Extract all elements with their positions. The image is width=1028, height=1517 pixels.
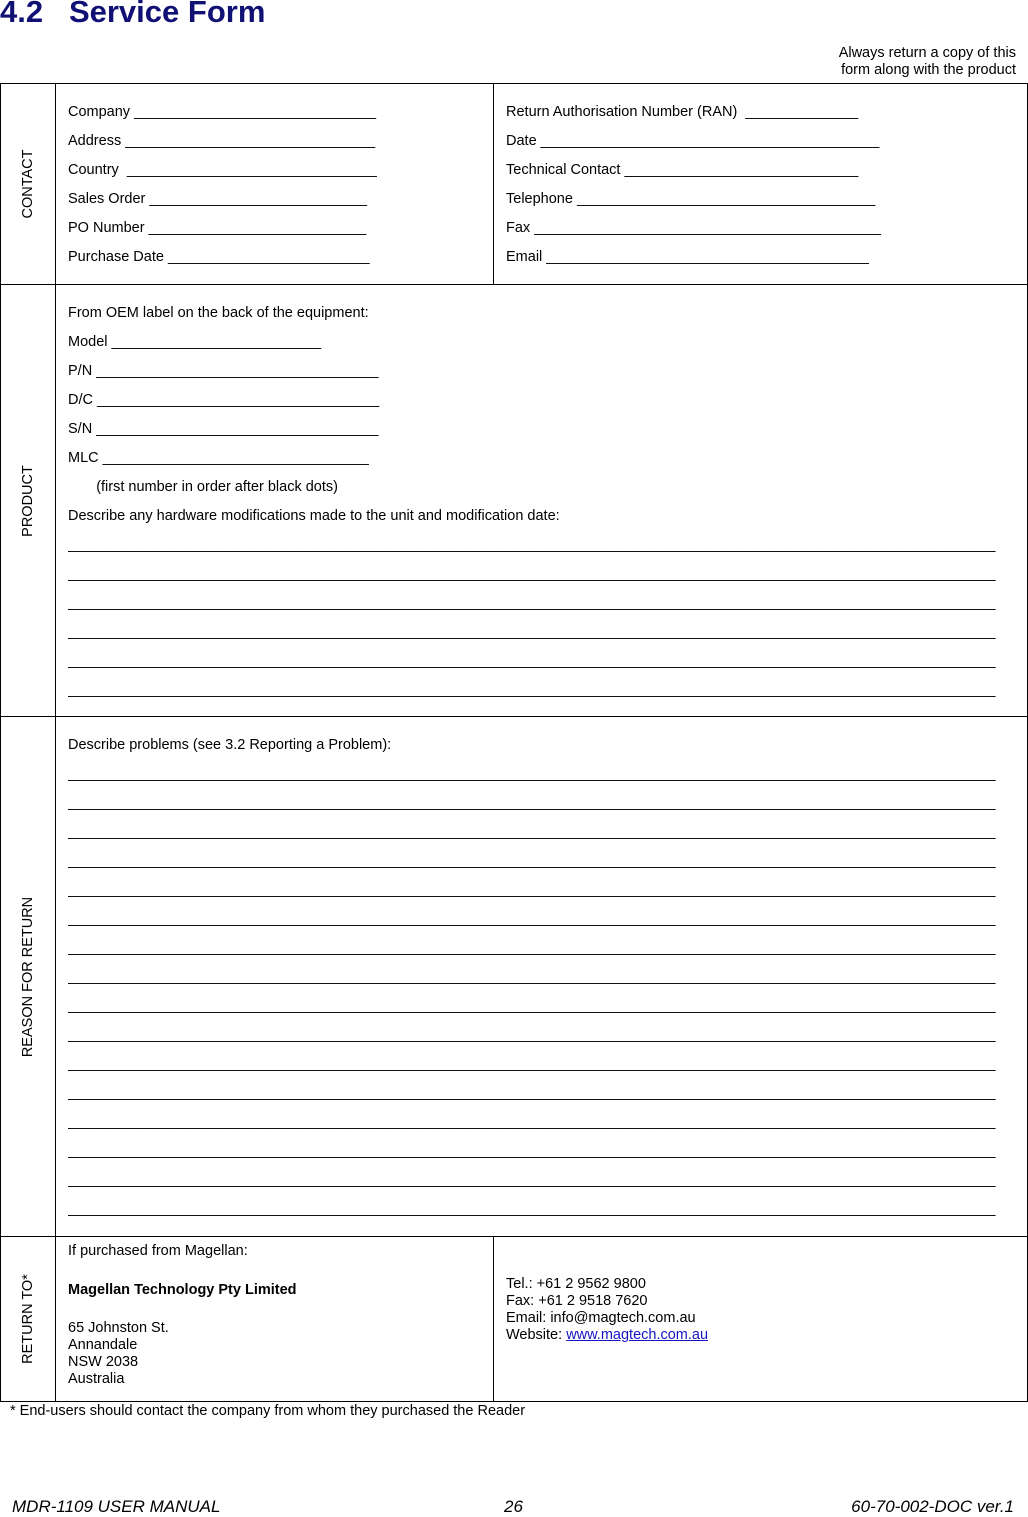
tel-line: Tel.: +61 2 9562 9800: [506, 1276, 646, 1292]
address-line: Annandale: [68, 1337, 138, 1353]
footer-manual: MDR-1109 USER MANUAL: [12, 1497, 221, 1516]
heading-number: 4.2: [0, 0, 44, 29]
website-label: Website:: [506, 1327, 567, 1343]
website-line: [506, 1327, 1027, 1344]
heading-title: Service Form: [68, 0, 266, 29]
email-line: Email: info@magtech.com.au: [506, 1310, 696, 1326]
po-number-field[interactable]: PO Number ___________________________: [68, 220, 367, 236]
contact-left-cell: [56, 84, 494, 285]
modifications-line[interactable]: ___________________________________________________________________________________________________________________: [68, 537, 996, 553]
reason-side-cell: [1, 717, 56, 1237]
modifications-line[interactable]: ___________________________________________________________________________________________________________________: [68, 682, 996, 698]
footnote: * End-users should contact the company from whom they purchased the Reader: [10, 1403, 526, 1419]
problem-prompt: Describe problems (see 3.2 Reporting a Problem):: [68, 737, 392, 753]
footer-page-number: 26: [504, 1497, 523, 1516]
product-intro: From OEM label on the back of the equipment:: [68, 305, 369, 321]
problem-line[interactable]: ___________________________________________________________________________________________________________________: [68, 882, 996, 898]
problem-line[interactable]: ___________________________________________________________________________________________________________________: [68, 795, 996, 811]
purchase-date-field[interactable]: Purchase Date _________________________: [68, 249, 370, 265]
contact-row: [1, 84, 1028, 285]
ran-field[interactable]: Return Authorisation Number (RAN) ______________: [506, 104, 859, 120]
modifications-prompt: Describe any hardware modifications made to the unit and modification date:: [68, 508, 560, 524]
reason-row: [1, 717, 1028, 1237]
footer-doc-id: 60-70-002-DOC ver.1: [851, 1497, 1014, 1516]
contact-right-cell: [494, 84, 1028, 285]
modifications-line[interactable]: ___________________________________________________________________________________________________________________: [68, 595, 996, 611]
problem-line[interactable]: ___________________________________________________________________________________________________________________: [68, 766, 996, 782]
note-line: Always return a copy of this: [838, 45, 1016, 61]
section-heading: [0, 0, 265, 30]
mlc-field[interactable]: MLC _________________________________: [68, 450, 369, 466]
problem-line[interactable]: ___________________________________________________________________________________________________________________: [68, 1172, 996, 1188]
note-line: form along with the product: [841, 62, 1016, 78]
return-to-section-label: RETURN TO*: [20, 1274, 36, 1364]
problem-line[interactable]: ___________________________________________________________________________________________________________________: [68, 940, 996, 956]
dc-field[interactable]: D/C ___________________________________: [68, 392, 380, 408]
company-name: Magellan Technology Pty Limited: [68, 1282, 297, 1298]
return-address-cell: [56, 1237, 494, 1402]
company-field[interactable]: Company ______________________________: [68, 104, 377, 120]
modifications-line[interactable]: ___________________________________________________________________________________________________________________: [68, 566, 996, 582]
product-cell: [56, 285, 1028, 717]
problem-line[interactable]: ___________________________________________________________________________________________________________________: [68, 853, 996, 869]
return-contact-cell: [494, 1237, 1028, 1402]
address-field[interactable]: Address _______________________________: [68, 133, 376, 149]
problem-line[interactable]: ___________________________________________________________________________________________________________________: [68, 969, 996, 985]
product-side-cell: [1, 285, 56, 717]
technical-contact-field[interactable]: Technical Contact _____________________________: [506, 162, 859, 178]
problem-line[interactable]: ___________________________________________________________________________________________________________________: [68, 1085, 996, 1101]
telephone-field[interactable]: Telephone _____________________________________: [506, 191, 876, 207]
contact-side-cell: [1, 84, 56, 285]
modifications-line[interactable]: ___________________________________________________________________________________________________________________: [68, 624, 996, 640]
modifications-line[interactable]: ___________________________________________________________________________________________________________________: [68, 653, 996, 669]
return-to-side-cell: [1, 1237, 56, 1402]
problem-line[interactable]: ___________________________________________________________________________________________________________________: [68, 1027, 996, 1043]
reason-cell: [56, 717, 1028, 1237]
website-link[interactable]: www.magtech.com.au: [566, 1327, 709, 1343]
problem-line[interactable]: ___________________________________________________________________________________________________________________: [68, 1114, 996, 1130]
date-field[interactable]: Date __________________________________________: [506, 133, 880, 149]
mlc-hint: (first number in order after black dots): [68, 479, 338, 495]
problem-line[interactable]: ___________________________________________________________________________________________________________________: [68, 911, 996, 927]
problem-line[interactable]: ___________________________________________________________________________________________________________________: [68, 1056, 996, 1072]
contact-section-label: CONTACT: [20, 149, 36, 219]
address-line: NSW 2038: [68, 1354, 139, 1370]
reason-section-label: REASON FOR RETURN: [20, 896, 36, 1057]
problem-line[interactable]: ___________________________________________________________________________________________________________________: [68, 824, 996, 840]
email-field[interactable]: Email ________________________________________: [506, 249, 869, 265]
address-line: 65 Johnston St.: [68, 1320, 169, 1336]
service-form-table: [0, 83, 1028, 1402]
return-to-row: [1, 1237, 1028, 1402]
problem-line[interactable]: ___________________________________________________________________________________________________________________: [68, 1201, 996, 1217]
pn-field[interactable]: P/N ___________________________________: [68, 363, 379, 379]
product-section-label: PRODUCT: [20, 464, 36, 537]
product-row: [1, 285, 1028, 717]
country-field[interactable]: Country _______________________________: [68, 162, 377, 178]
sales-order-field[interactable]: Sales Order ___________________________: [68, 191, 368, 207]
model-field[interactable]: Model __________________________: [68, 334, 322, 350]
address-line: Australia: [68, 1371, 125, 1387]
fax-field[interactable]: Fax ___________________________________________: [506, 220, 881, 236]
sn-field[interactable]: S/N ___________________________________: [68, 421, 379, 437]
problem-line[interactable]: ___________________________________________________________________________________________________________________: [68, 1143, 996, 1159]
return-note: [839, 45, 1016, 79]
purchased-note: If purchased from Magellan:: [68, 1243, 248, 1259]
problem-line[interactable]: ___________________________________________________________________________________________________________________: [68, 998, 996, 1014]
fax-line: Fax: +61 2 9518 7620: [506, 1293, 648, 1309]
